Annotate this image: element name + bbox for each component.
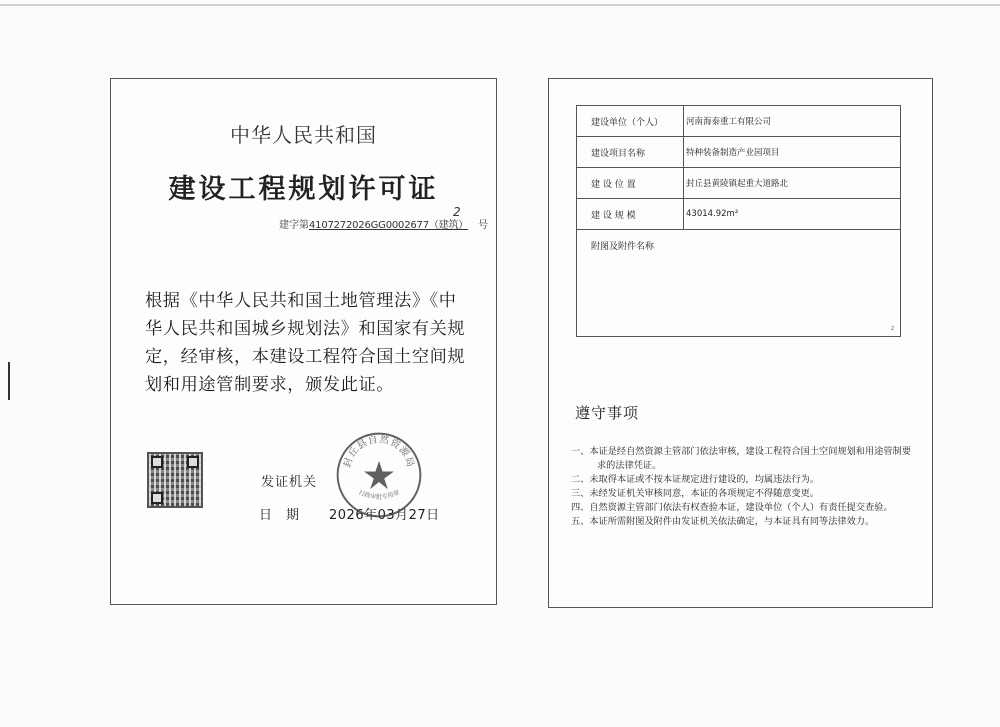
row-value: 特种装备制造产业园项目 bbox=[684, 137, 901, 168]
cert-suffix: 号 bbox=[478, 220, 489, 231]
certificate-back-page bbox=[548, 78, 933, 608]
issuer-label: 发证机关 bbox=[261, 475, 318, 490]
certificate-front-page bbox=[110, 78, 497, 605]
qr-code-icon bbox=[147, 452, 203, 508]
attachments-cell bbox=[577, 230, 901, 337]
rule-item: 五、本证所需附图及附件由发证机关依法确定，与本证具有同等法律效力。 bbox=[571, 516, 875, 527]
margin-mark bbox=[8, 362, 10, 400]
certificate-body-text: 根据《中华人民共和国土地管理法》《中华人民共和国城乡规划法》和国家有关规定，经审核，本建设工程符合国土空间规划和用途管制要求，颁发此证。 bbox=[145, 291, 466, 395]
row-label: 建设项目名称 bbox=[577, 137, 684, 168]
rules-list bbox=[571, 445, 911, 529]
attachments-label: 附图及附件名称 bbox=[591, 242, 655, 252]
issue-date: 2026年03月27日 bbox=[329, 508, 440, 523]
rule-item: 二、未取得本证或不按本证规定进行建设的，均属违法行为。 bbox=[571, 474, 820, 485]
table-row bbox=[577, 199, 901, 230]
cert-prefix: 建字第 bbox=[279, 220, 309, 231]
table-row bbox=[577, 106, 901, 137]
qr-finder bbox=[187, 456, 199, 468]
row-value: 43014.92m² bbox=[684, 199, 901, 230]
rules-title: 遵守事项 bbox=[575, 404, 640, 422]
certificate-title: 建设工程规划许可证 bbox=[168, 174, 439, 205]
country-name: 中华人民共和国 bbox=[230, 123, 377, 147]
rule-item: 一、本证是经自然资源主管部门依法审核，建设工程符合国土空间规划和用途管制要求的法律凭证。 bbox=[571, 446, 911, 471]
project-info-table bbox=[576, 105, 901, 337]
attachments-row bbox=[577, 230, 901, 337]
scan-edge bbox=[0, 4, 1000, 6]
rule-item: 四、自然资源主管部门依法有权查验本证，建设单位（个人）有责任提交查验。 bbox=[571, 502, 893, 513]
handwritten-mark: 2 bbox=[453, 205, 461, 219]
official-seal-icon bbox=[335, 431, 423, 519]
row-label: 建 设 位 置 bbox=[577, 168, 684, 199]
table-row bbox=[577, 137, 901, 168]
row-label: 建 设 规 模 bbox=[577, 199, 684, 230]
corner-mark: 2 bbox=[890, 326, 894, 332]
qr-finder bbox=[151, 492, 163, 504]
svg-text:行政审批专用章: 行政审批专用章 bbox=[357, 489, 401, 501]
qr-finder bbox=[151, 456, 163, 468]
svg-text:封丘县自然资源局: 封丘县自然资源局 bbox=[342, 434, 416, 469]
date-label: 日期 bbox=[259, 508, 314, 523]
cert-number-value: 4107272026GG0002677（建筑） bbox=[309, 220, 469, 231]
row-value: 河南海泰重工有限公司 bbox=[684, 106, 901, 137]
row-label: 建设单位（个人） bbox=[577, 106, 684, 137]
rule-item: 三、未经发证机关审核同意，本证的各项规定不得随意变更。 bbox=[571, 488, 820, 499]
certificate-number bbox=[279, 205, 489, 231]
row-value: 封丘县黄陵镇起重大道路北 bbox=[684, 168, 901, 199]
table-row bbox=[577, 168, 901, 199]
